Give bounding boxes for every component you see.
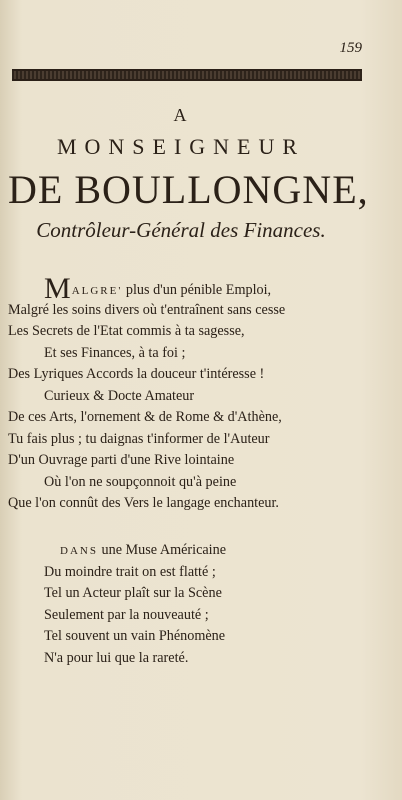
dedication-honorific: MONSEIGNEUR bbox=[56, 134, 306, 159]
poem-line: Tel souvent un vain Phénomène bbox=[44, 628, 226, 644]
poem-line: Du moindre trait on est flatté ; bbox=[44, 563, 216, 580]
poem-line: Que l'on connût des Vers le langage enchanteur. bbox=[8, 495, 279, 511]
poem-line: Tel un Acteur plaît sur la Scène bbox=[44, 585, 222, 601]
poem-line: Curieux & Docte Amateur bbox=[44, 387, 195, 404]
poem-line: Les Secrets de l'Etat commis à ta sagesse, bbox=[8, 323, 245, 339]
drop-cap: M bbox=[44, 272, 71, 305]
stanza-1 bbox=[0, 272, 286, 515]
opening-smallcaps: ALGRE' bbox=[71, 285, 123, 297]
poem-line: Des Lyriques Accords la douceur t'intéresse ! bbox=[8, 366, 265, 382]
dedication-office: Contrôleur-Général des Finances. bbox=[36, 218, 326, 242]
poem-line: Malgré les soins divers où t'entraînent sans cesse bbox=[8, 301, 286, 318]
page-number: 159 bbox=[339, 40, 362, 56]
poem-line: N'a pour lui que la rareté. bbox=[44, 649, 189, 666]
opening-rest: une Muse Américaine bbox=[97, 542, 226, 558]
poem-line: Et ses Finances, à ta foi ; bbox=[44, 344, 186, 361]
poem-line: Tu fais plus ; tu daignas t'informer de l'Auteur bbox=[8, 430, 270, 447]
dedication-a: A bbox=[173, 105, 189, 125]
poem-line-opening bbox=[0, 540, 226, 562]
opening-smallcaps: DANS bbox=[60, 545, 98, 557]
stanza-2 bbox=[0, 540, 226, 669]
poem-line: Seulement par la nouveauté ; bbox=[44, 606, 209, 623]
opening-rest: plus d'un pénible Emploi, bbox=[122, 282, 272, 298]
poem-line: Où l'on ne soupçonnoit qu'à peine bbox=[44, 473, 237, 490]
poem-line: D'un Ouvrage parti d'une Rive lointaine bbox=[8, 452, 235, 468]
ornamental-rule bbox=[12, 69, 362, 81]
poem-line-1 bbox=[0, 272, 285, 305]
poem-line: De ces Arts, l'ornement & de Rome & d'Athène, bbox=[8, 409, 282, 425]
dedication-name: DE BOULLONGNE, bbox=[8, 167, 369, 212]
